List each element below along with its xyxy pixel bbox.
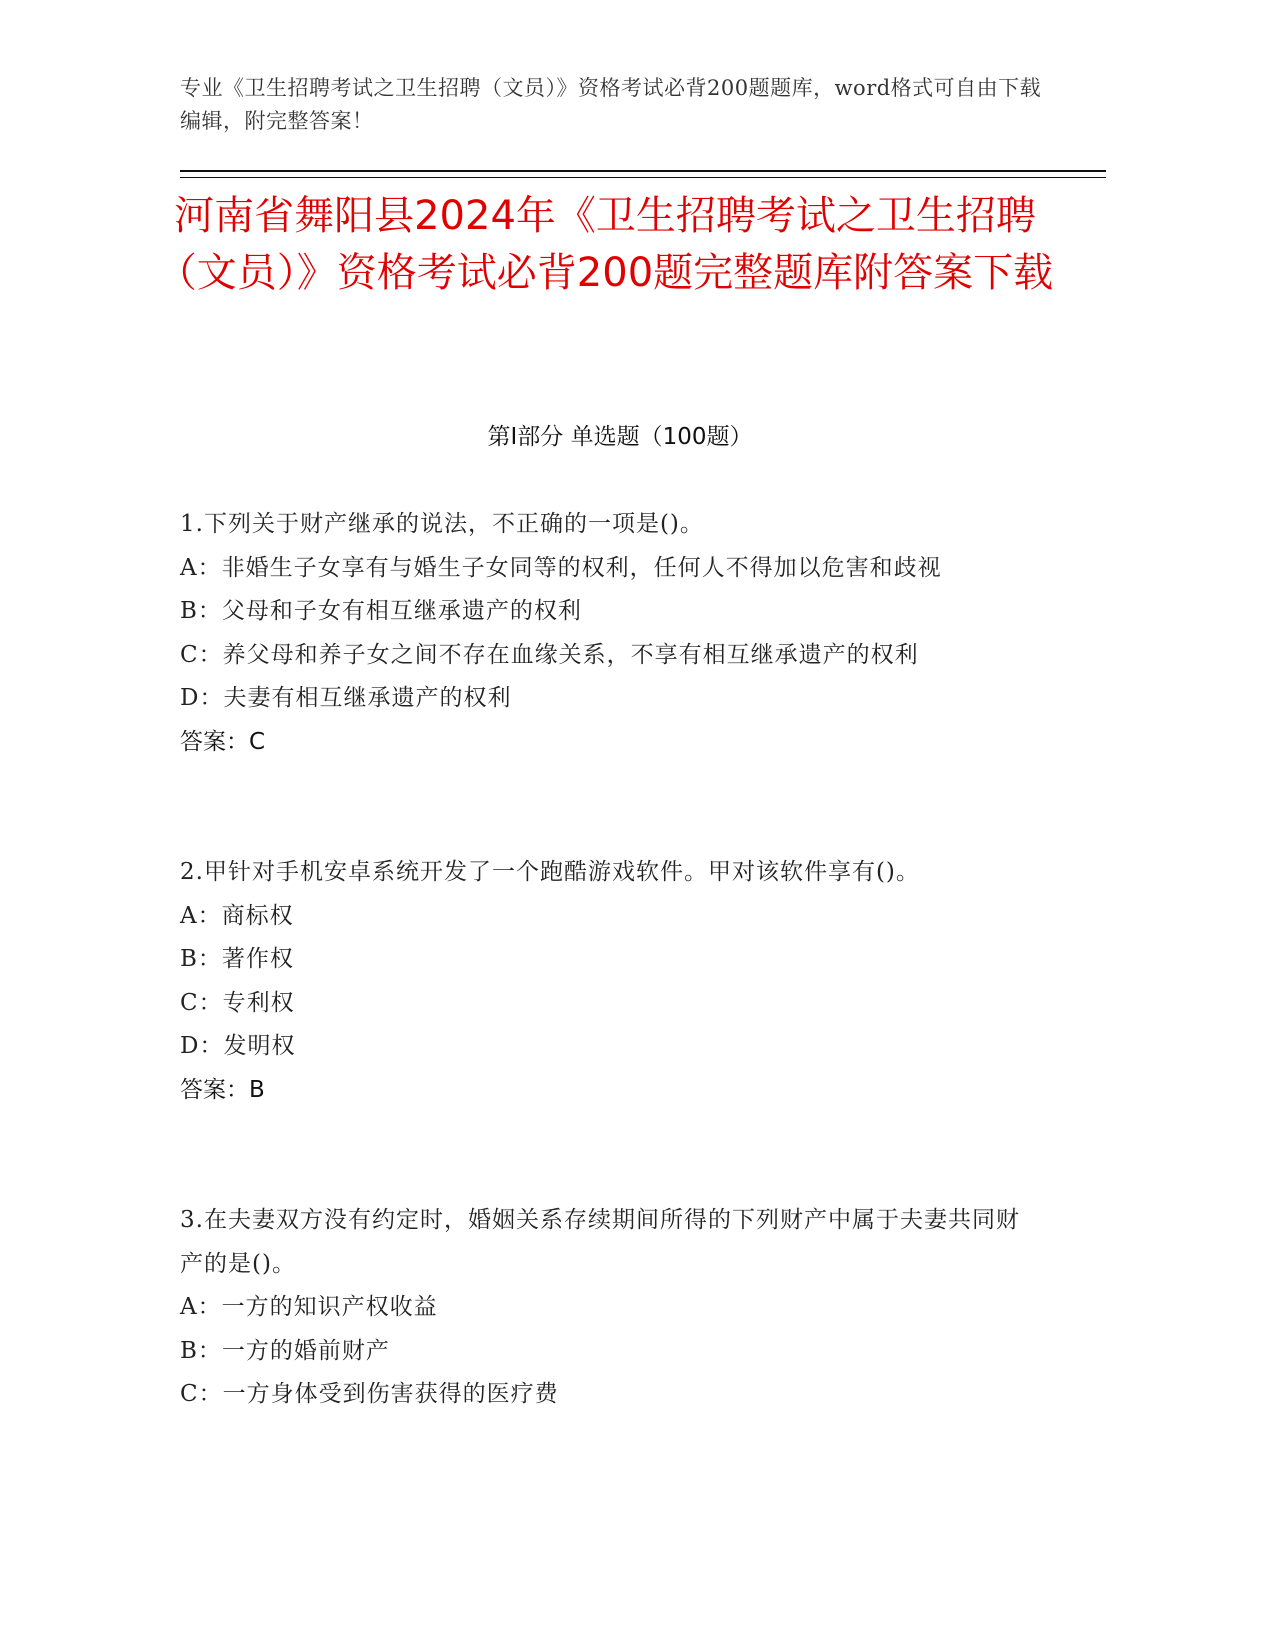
question-stem: 3.在夫妻双方没有约定时，婚姻关系存续期间所得的下列财产中属于夫妻共同财产的是()。	[180, 1207, 1020, 1277]
option-c: C：专利权	[180, 989, 295, 1016]
question-2	[180, 851, 1040, 1112]
question-3	[180, 1199, 1040, 1417]
option-a: A：商标权	[180, 902, 294, 929]
option-b: B：一方的婚前财产	[180, 1337, 390, 1364]
header-divider-thick	[180, 170, 1106, 172]
option-d: D：发明权	[180, 1033, 296, 1059]
option-a: A：一方的知识产权收益	[180, 1294, 438, 1320]
option-b: B：父母和子女有相互继承遗产的权利	[180, 598, 582, 624]
answer-line: 答案：B	[180, 1076, 265, 1103]
option-d: D：夫妻有相互继承遗产的权利	[180, 685, 512, 711]
section-heading: 第I部分 单选题（100题）	[487, 424, 753, 450]
option-b: B：著作权	[180, 946, 294, 972]
header-note: 专业《卫生招聘考试之卫生招聘（文员）》资格考试必背200题题库，word格式可自由下载编辑，附完整答案！	[180, 76, 1042, 133]
question-stem: 2.甲针对手机安卓系统开发了一个跑酷游戏软件。甲对该软件享有()。	[180, 859, 920, 885]
option-c: C：养父母和养子女之间不存在血缘关系，不享有相互继承遗产的权利	[180, 641, 919, 668]
option-a: A：非婚生子女享有与婚生子女同等的权利，任何人不得加以危害和歧视	[180, 554, 942, 581]
document-title: 河南省舞阳县2024年《卫生招聘考试之卫生招聘（文员）》资格考试必背200题完整题库附答案下载	[156, 193, 1054, 296]
answer-line: 答案：C	[180, 728, 266, 755]
question-stem: 1.下列关于财产继承的说法，不正确的一项是()。	[180, 511, 704, 537]
header-divider-thin	[180, 177, 1106, 178]
option-c: C：一方身体受到伤害获得的医疗费	[180, 1381, 559, 1407]
question-1	[180, 503, 1040, 764]
